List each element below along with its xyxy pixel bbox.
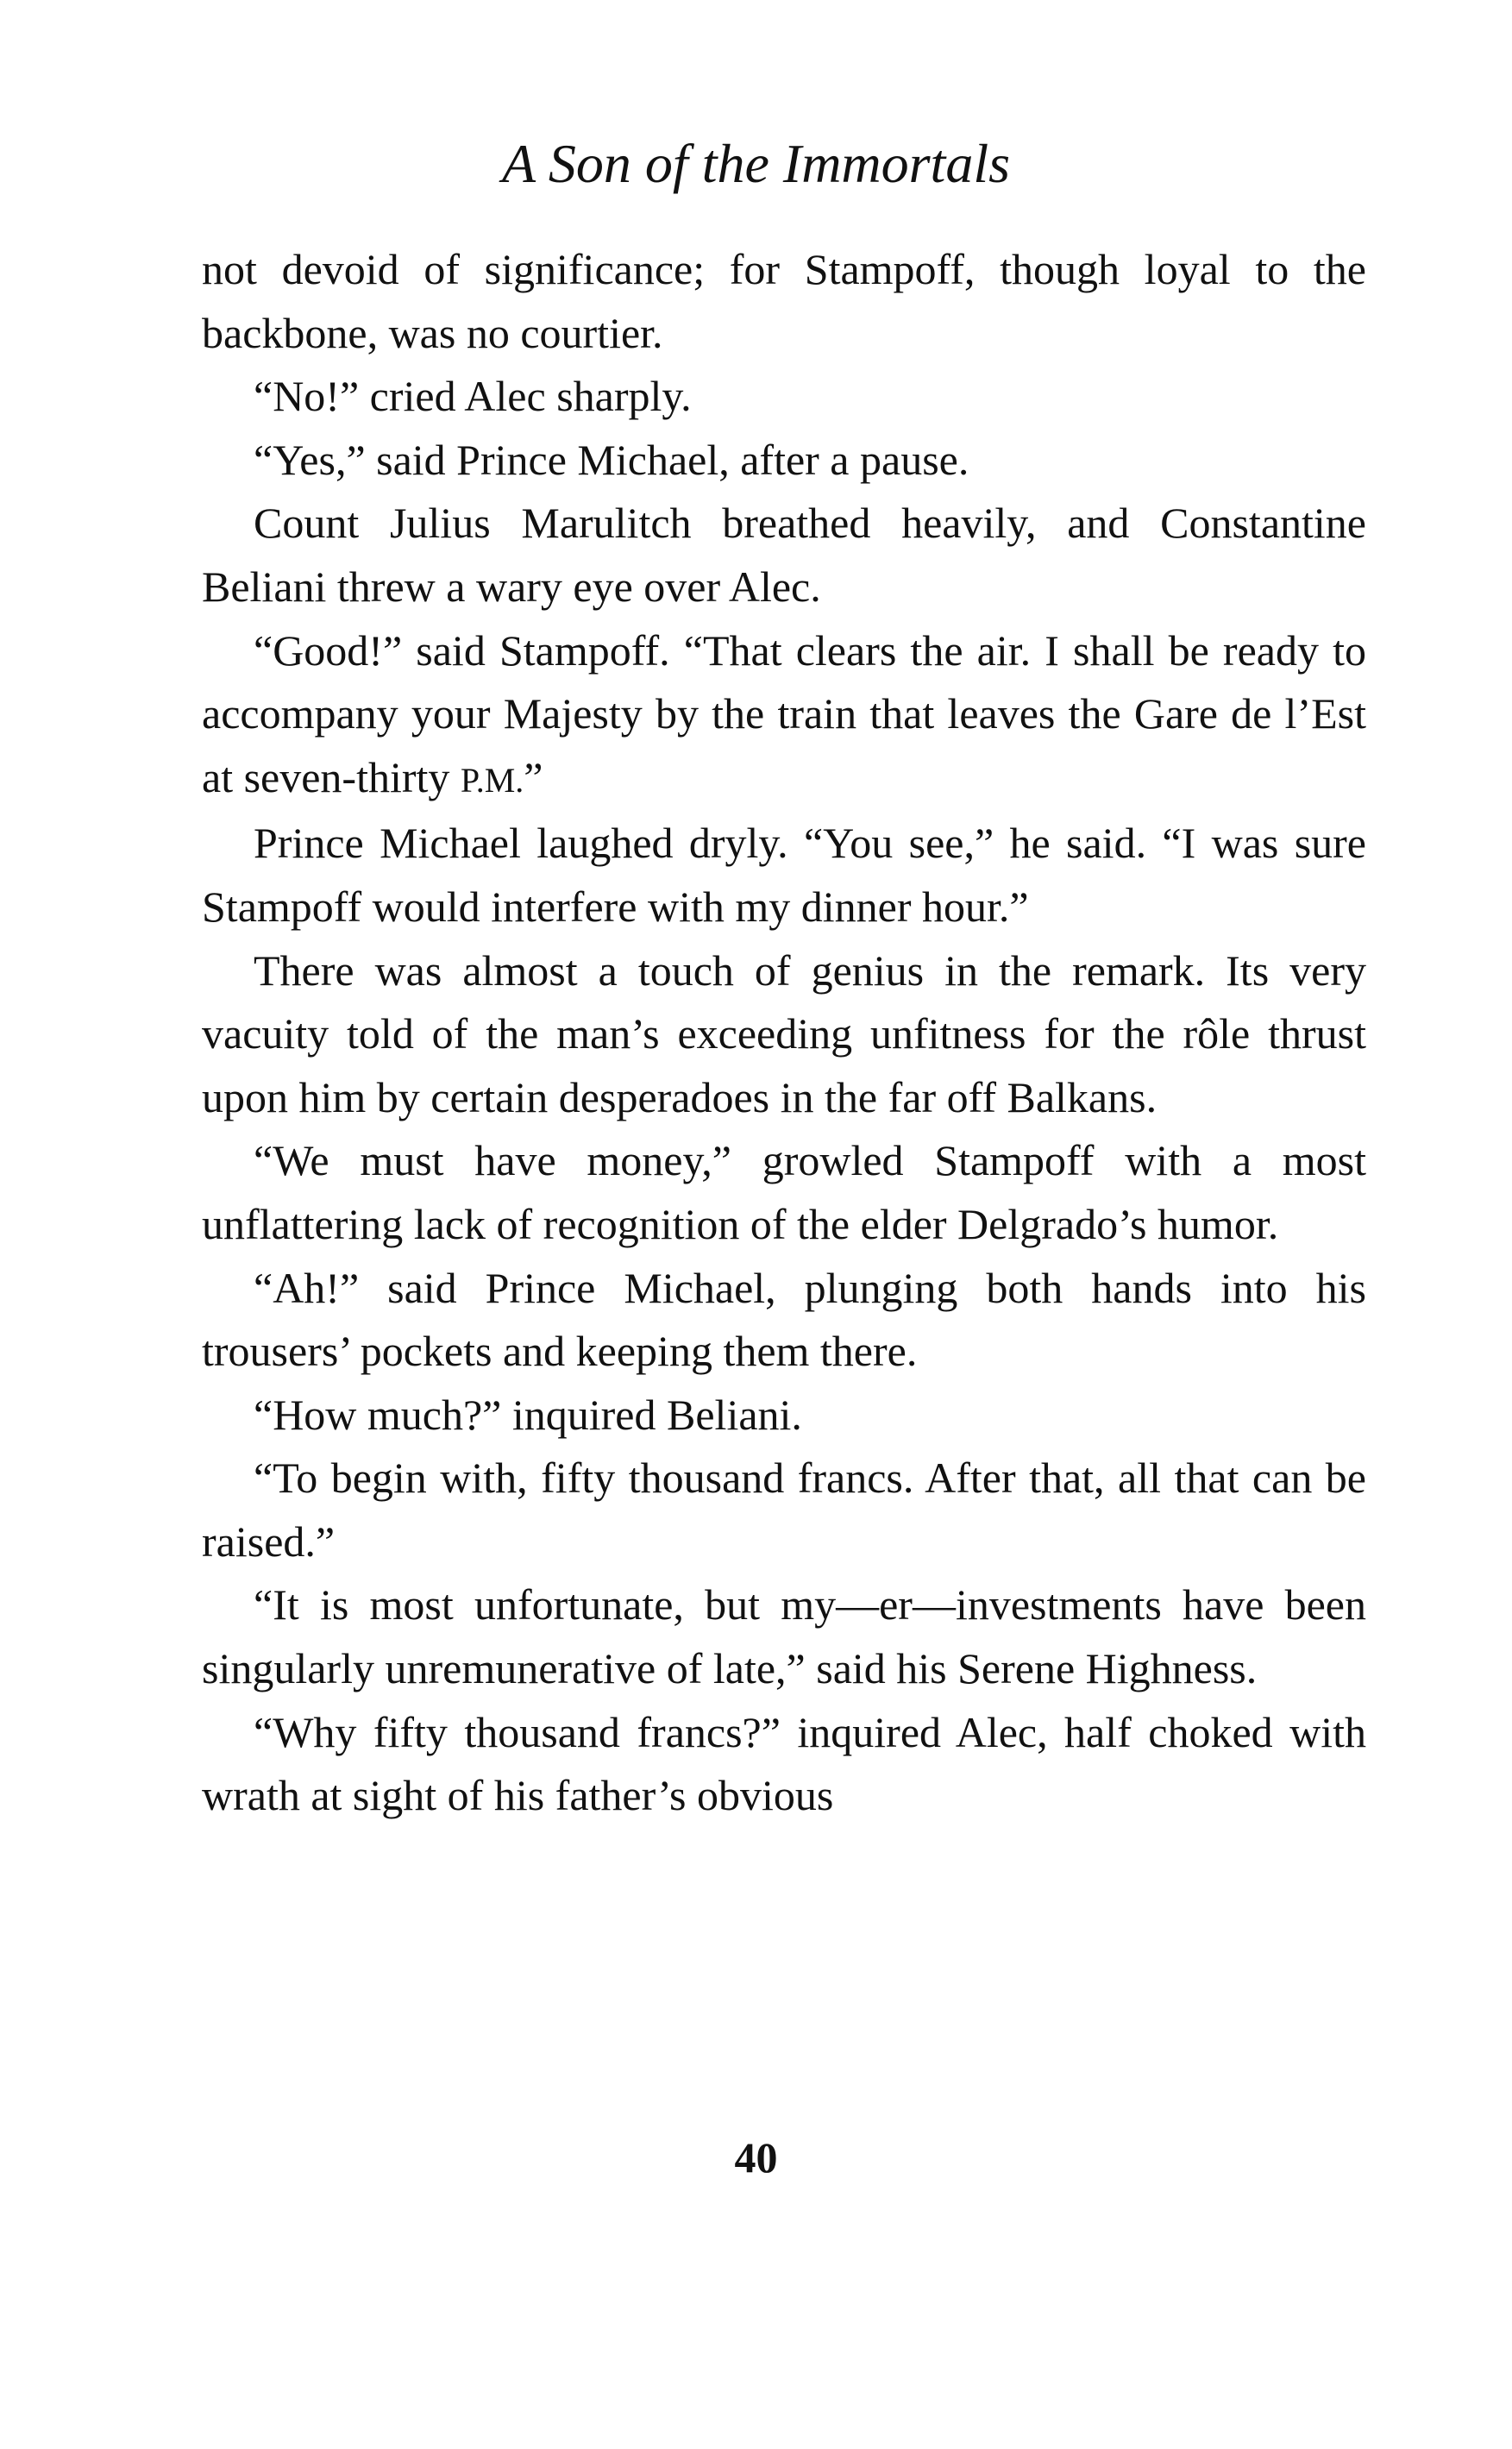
- paragraph-text: “Good!” said Stampoff. “That clears the air. I shall be ready to accompany your Majesty by the train that leaves the Gare de l’Est at seven-thirty: [202, 625, 1366, 801]
- paragraph: Prince Michael laughed dryly. “You see,” he said. “I was sure Stampoff would interfere with my dinner hour.”: [202, 819, 1366, 931]
- page-number: 40: [734, 2133, 778, 2182]
- paragraph: Count Julius Marulitch breathed heavily, and Constantine Beliani threw a wary eye over Alec.: [202, 499, 1366, 611]
- paragraph: “No!” cried Alec sharply.: [254, 372, 692, 421]
- page-body: [202, 238, 1366, 1828]
- paragraph: “We must have money,” growled Stampoff with a most unflattering lack of recognition of the elder Delgrado’s humor.: [202, 1136, 1366, 1248]
- paragraph: “It is most unfortunate, but my—er—investments have been singularly unremunerative of late,” said his Serene Highness.: [202, 1580, 1366, 1693]
- paragraph: not devoid of significance; for Stampoff, though loyal to the backbone, was no courtier.: [202, 245, 1366, 357]
- closing-quote: ”: [524, 752, 543, 801]
- paragraph: There was almost a touch of genius in the remark. Its very vacuity told of the man’s exceeding unfitness for the rôle thrust upon him by certain desperadoes in the far off Balkans.: [202, 945, 1366, 1121]
- paragraph: “Ah!” said Prince Michael, plunging both hands into his trousers’ pockets and keeping them there.: [202, 1263, 1366, 1376]
- running-head: A Son of the Immortals: [501, 133, 1011, 194]
- paragraph: [202, 619, 1366, 813]
- time-abbreviation: P.M.: [460, 760, 524, 800]
- paragraph: “Why fifty thousand francs?” inquired Alec, half choked with wrath at sight of his father’s obvious: [202, 1707, 1366, 1820]
- paragraph: “Yes,” said Prince Michael, after a pause.: [254, 435, 969, 484]
- paragraph: “To begin with, fifty thousand francs. After that, all that can be raised.”: [202, 1454, 1366, 1566]
- paragraph: “How much?” inquired Beliani.: [254, 1390, 802, 1439]
